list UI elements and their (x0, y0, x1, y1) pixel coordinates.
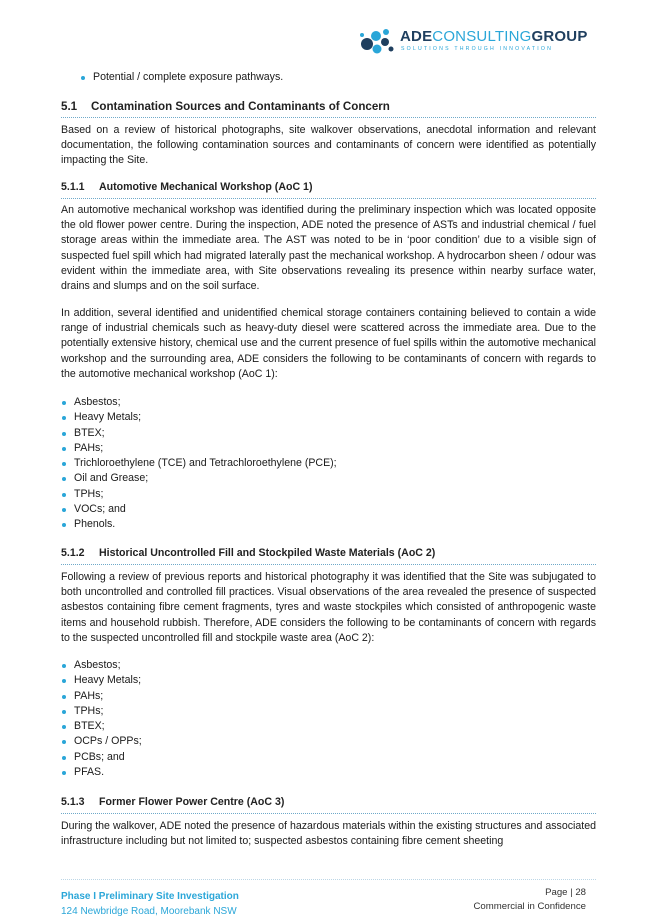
section-5-1-body (61, 123, 596, 169)
section-heading-5-1-3 (61, 795, 596, 814)
section-5-1-1-para-1 (61, 203, 596, 294)
list-item: PFAS. (61, 765, 596, 780)
section-title: Contamination Sources and Contaminants of Concern (91, 100, 390, 113)
list-item: Heavy Metals; (61, 410, 596, 425)
confidentiality-notice: Commercial in Confidence (473, 901, 586, 912)
paragraph: In addition, several identified and unidentified chemical storage containers containing believed to contain a wide range of industrial chemicals such as heavy-duty diesel were scattered across the immediate area. Due to the potentially extensive history, chemical use and the current presence of fuel spills within the automotive mechanical workshop and the surrounding area, ADE considers the following to be contaminants of concern with regards to the automotive mechanical workshop (AoC 1): (61, 307, 596, 380)
logo-molecule-icon (358, 24, 398, 58)
footer-report-title: Phase I Preliminary Site Investigation (61, 891, 239, 902)
paragraph: Based on a review of historical photographs, site walkover observations, anecdotal information and relevant documentation, the following contamination sources and contaminants of concern were identified as potentially impacting the Site. (61, 124, 596, 167)
section-5-1-1-para-2 (61, 306, 596, 382)
section-number: 5.1.2 (61, 547, 85, 559)
list-item: Heavy Metals; (61, 673, 596, 688)
section-number: 5.1 (61, 100, 78, 113)
list-item: Asbestos; (61, 658, 596, 673)
section-number: 5.1.3 (61, 796, 85, 808)
list-item: PAHs; (61, 689, 596, 704)
list-item: Oil and Grease; (61, 471, 596, 486)
list-item: PCBs; and (61, 750, 596, 765)
section-title: Historical Uncontrolled Fill and Stockpiled Waste Materials (AoC 2) (99, 547, 436, 559)
section-5-1-3-para-1 (61, 819, 596, 849)
paragraph: During the walkover, ADE noted the presence of hazardous materials within the existing structures and associated infrastructure including but not limited to; suspected asbestos containing fibre cement sheeting (61, 820, 596, 848)
footer-divider (61, 879, 596, 880)
aoc2-contaminant-list (61, 658, 596, 780)
list-item: Potential / complete exposure pathways. (80, 70, 596, 85)
footer-page-info (473, 886, 586, 914)
list-item: Phenols. (61, 517, 596, 532)
section-heading-5-1 (61, 99, 596, 118)
list-item: Trichloroethylene (TCE) and Tetrachloroethylene (PCE); (61, 456, 596, 471)
company-logo (358, 24, 598, 58)
section-title: Former Flower Power Centre (AoC 3) (99, 796, 285, 808)
aoc1-contaminant-list (61, 395, 596, 533)
list-item: VOCs; and (61, 502, 596, 517)
logo-wordmark: ADECONSULTINGGROUP (400, 28, 588, 45)
intro-list (61, 70, 596, 85)
list-item: Asbestos; (61, 395, 596, 410)
paragraph: Following a review of previous reports and historical photography it was identified that the Site was subjugated to both uncontrolled and controlled fill practices. Visual observations of the area revealed the presence of suspected asbestos containing fibre cement fragments, tyres and waste stockpiles which consisted of anthropogenic waste items and household rubbish. Therefore, ADE considers the following to be contaminants of concern with regards to the suspected uncontrolled fill and stockpile waste area (AoC 2): (61, 571, 596, 644)
list-item: TPHs; (61, 704, 596, 719)
list-item: PAHs; (61, 441, 596, 456)
section-number: 5.1.1 (61, 181, 85, 193)
page-number: Page | 28 (545, 887, 586, 898)
logo-tagline: SOLUTIONS THROUGH INNOVATION (401, 46, 554, 52)
list-item: OCPs / OPPs; (61, 734, 596, 749)
section-5-1-2-para-1 (61, 570, 596, 646)
list-item: TPHs; (61, 487, 596, 502)
list-item: BTEX; (61, 719, 596, 734)
list-item: BTEX; (61, 426, 596, 441)
paragraph: An automotive mechanical workshop was identified during the preliminary inspection which was located opposite the old flower power centre. During the inspection, ADE noted the presence of ASTs and industrial chemical / fuel storage areas within the immediate area. The AST was noted to be in ‘poor condition’ due to a visible sign of suspected fuel spill which had migrated laterally past the mechanical workshop. A hydrocarbon sheen / odour was evident within the immediate area, with Site observations revealing its presence within nearby surface water, drains and slumps and on the soil surface. (61, 204, 596, 293)
section-heading-5-1-1 (61, 180, 596, 199)
section-heading-5-1-2 (61, 546, 596, 565)
footer-address: 124 Newbridge Road, Moorebank NSW (61, 906, 237, 917)
footer-report-info (61, 889, 239, 919)
section-title: Automotive Mechanical Workshop (AoC 1) (99, 181, 313, 193)
